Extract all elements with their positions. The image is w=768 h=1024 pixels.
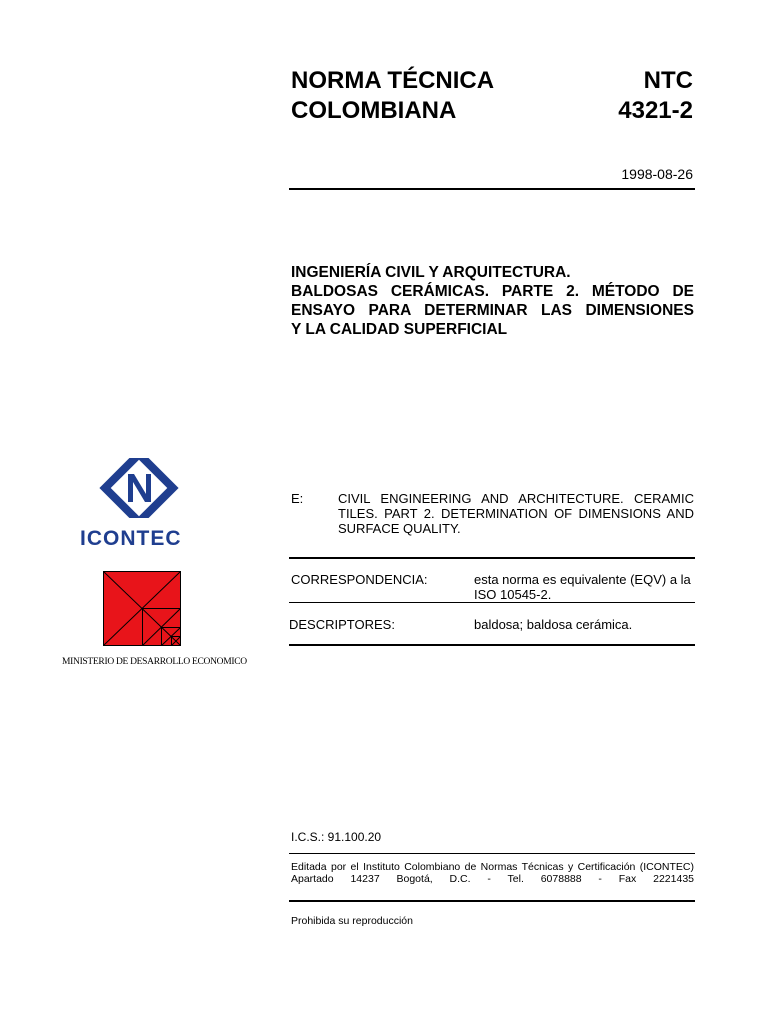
icontec-n-icon <box>84 458 194 518</box>
subject-line-1: INGENIERÍA CIVIL Y ARQUITECTURA. <box>291 264 571 281</box>
editorial-line-1: Editada por el Instituto Colombiano de Normas Técnicas y Certificación (ICONTEC) <box>291 861 694 873</box>
divider-descriptores <box>289 644 695 646</box>
icontec-wordmark: ICONTEC <box>80 527 182 550</box>
subject-line-4: Y LA CALIDAD SUPERFICIAL <box>291 321 508 338</box>
editorial-line-2: Apartado 14237 Bogotá, D.C. - Tel. 6078888 - Fax 2221435 <box>291 873 694 885</box>
icontec-logo <box>84 458 194 518</box>
correspondencia-label: CORRESPONDENCIA: <box>291 572 428 587</box>
title-line-1: NORMA TÉCNICA <box>291 67 495 94</box>
divider-ics <box>289 853 695 854</box>
publication-date: 1998-08-26 <box>621 166 693 182</box>
norma-code <box>618 66 693 126</box>
ics-code: I.C.S.: 91.100.20 <box>291 830 382 844</box>
divider-editorial <box>289 900 695 902</box>
code-line-1: NTC <box>643 67 693 94</box>
divider-correspondencia <box>289 602 695 603</box>
subject-line-2: BALDOSAS CERÁMICAS. PARTE 2. MÉTODO DE <box>291 283 694 300</box>
title-line-2: COLOMBIANA <box>291 97 457 124</box>
norma-title <box>291 66 494 126</box>
ministerio-squares-icon <box>103 571 181 646</box>
code-line-2: 4321-2 <box>618 97 693 124</box>
correspondencia-value: esta norma es equivalente (EQV) a la ISO 10545-2. <box>474 572 691 602</box>
divider-english <box>289 557 695 559</box>
subject-line-3: ENSAYO PARA DETERMINAR LAS DIMENSIONES <box>291 302 694 319</box>
divider-header <box>289 188 695 190</box>
english-title: CIVIL ENGINEERING AND ARCHITECTURE. CERAMIC TILES. PART 2. DETERMINATION OF DIMENSIONS AND SURFACE QUALITY. <box>338 491 694 536</box>
editorial-info <box>291 861 694 885</box>
descriptores-label: DESCRIPTORES: <box>289 617 395 632</box>
standard-subject <box>291 263 694 339</box>
english-label: E: <box>291 491 304 506</box>
ministerio-logo <box>103 571 181 646</box>
ministerio-caption: MINISTERIO DE DESARROLLO ECONOMICO <box>62 657 247 667</box>
descriptores-value: baldosa; baldosa cerámica. <box>474 617 633 632</box>
reproduction-notice: Prohibida su reproducción <box>291 915 413 927</box>
